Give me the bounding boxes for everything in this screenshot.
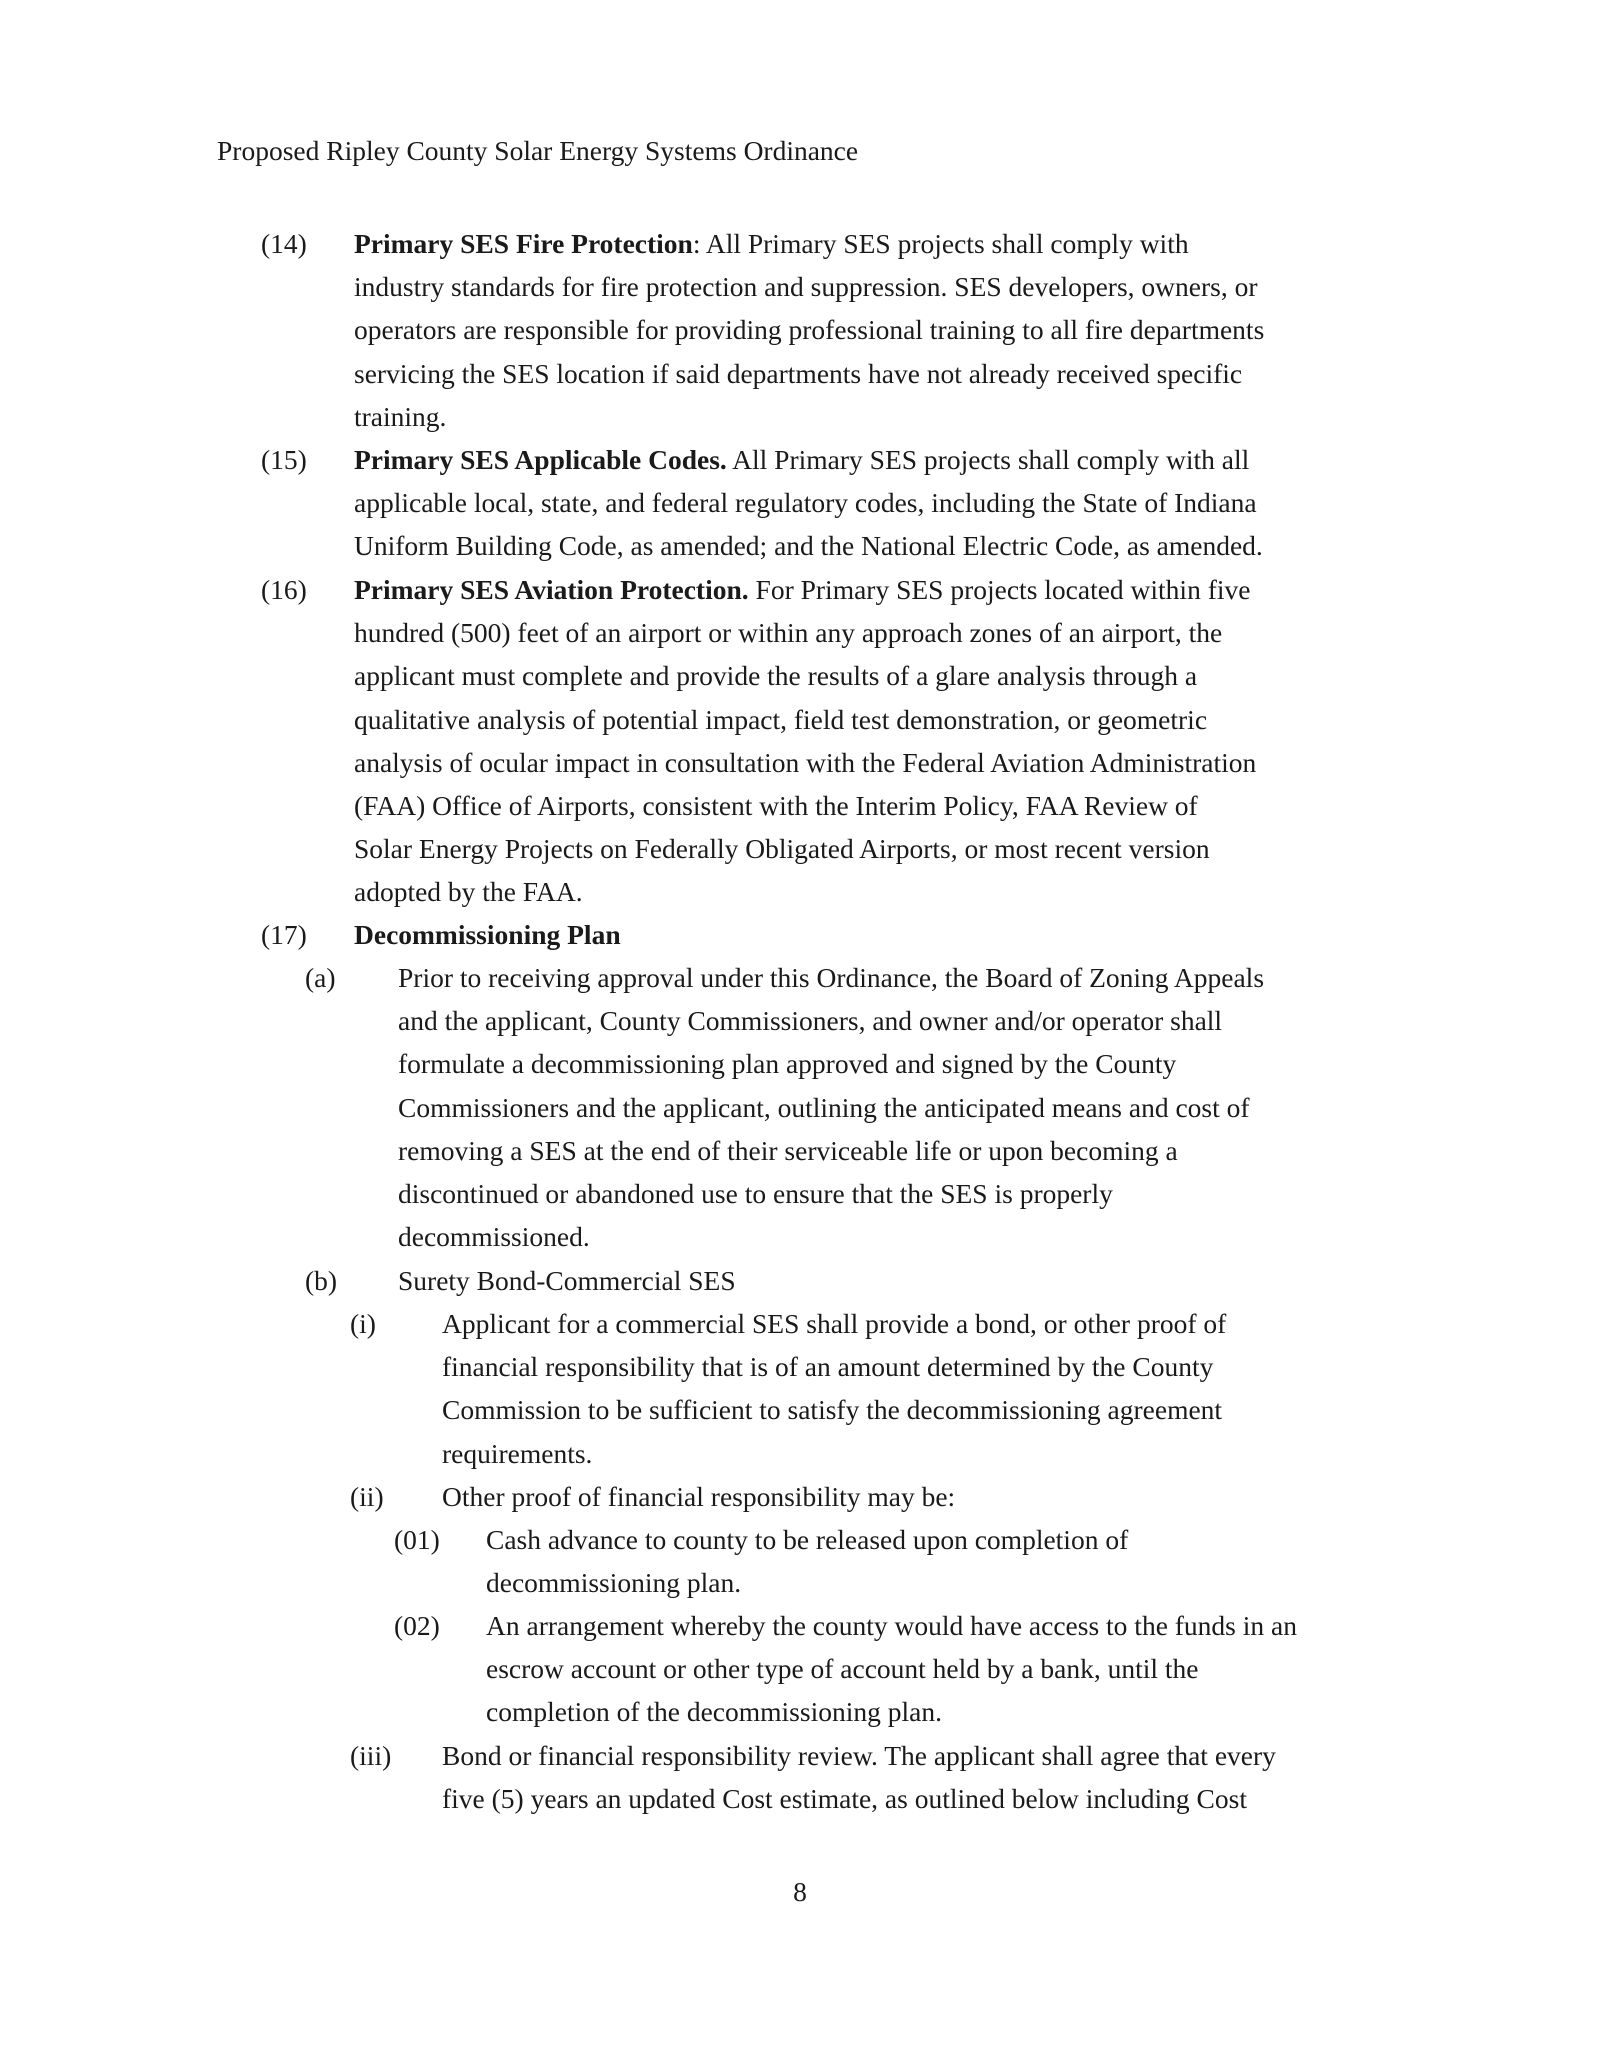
text-line: discontinued or abandoned use to ensure that the SES is properly bbox=[398, 1178, 1113, 1210]
text-line: For Primary SES projects located within five bbox=[748, 574, 1251, 605]
item-body bbox=[442, 1475, 955, 1518]
text-line: and the applicant, County Commissioners, and owner and/or operator shall bbox=[398, 1005, 1223, 1037]
text-line: training. bbox=[354, 400, 447, 432]
text-line: escrow account or other type of account held by a bank, until the bbox=[486, 1653, 1199, 1685]
section-heading: Primary SES Applicable Codes. bbox=[354, 444, 727, 475]
text-line: Applicant for a commercial SES shall provide a bond, or other proof of bbox=[442, 1308, 1227, 1339]
text-line: : All Primary SES projects shall comply with bbox=[692, 228, 1189, 259]
section-number: (17) bbox=[261, 919, 307, 950]
text-line: qualitative analysis of potential impact, field test demonstration, or geometric bbox=[354, 703, 1208, 735]
section-heading: Decommissioning Plan bbox=[354, 919, 621, 950]
text-line: Prior to receiving approval under this Ordinance, the Board of Zoning Appeals bbox=[398, 962, 1265, 993]
text-line: decommissioning plan. bbox=[486, 1567, 742, 1599]
text-line: analysis of ocular impact in consultation with the Federal Aviation Administration bbox=[354, 746, 1257, 778]
section-body bbox=[354, 438, 1263, 568]
subsection-number: (a) bbox=[305, 962, 336, 993]
item-body bbox=[442, 1734, 1276, 1820]
text-line: An arrangement whereby the county would have access to the funds in an bbox=[486, 1610, 1297, 1641]
subsection-body bbox=[398, 956, 1264, 1258]
section-body bbox=[354, 568, 1256, 914]
text-line: five (5) years an updated Cost estimate, as outlined below including Cost bbox=[442, 1783, 1247, 1815]
item-title: Other proof of financial responsibility may be: bbox=[442, 1481, 956, 1512]
section-number: (14) bbox=[261, 228, 307, 259]
text-line: decommissioned. bbox=[398, 1221, 590, 1253]
option-body bbox=[486, 1604, 1297, 1734]
subsection-body bbox=[398, 1259, 736, 1302]
text-line: Cash advance to county to be released upon completion of bbox=[486, 1524, 1129, 1555]
text-line: adopted by the FAA. bbox=[354, 876, 583, 908]
document-header: Proposed Ripley County Solar Energy Systems Ordinance bbox=[217, 135, 859, 166]
text-line: operators are responsible for providing professional training to all fire departments bbox=[354, 314, 1265, 346]
text-line: (FAA) Office of Airports, consistent with the Interim Policy, FAA Review of bbox=[354, 790, 1198, 822]
page-number: 8 bbox=[793, 1876, 807, 1907]
subsection-number: (b) bbox=[305, 1265, 338, 1296]
text-line: requirements. bbox=[442, 1437, 593, 1469]
option-number: (01) bbox=[394, 1524, 440, 1555]
item-number: (iii) bbox=[350, 1740, 392, 1771]
text-line: applicable local, state, and federal regulatory codes, including the State of Indiana bbox=[354, 487, 1257, 519]
text-line: formulate a decommissioning plan approved and signed by the County bbox=[398, 1048, 1177, 1080]
section-heading: Primary SES Aviation Protection. bbox=[354, 574, 749, 605]
item-body bbox=[442, 1302, 1226, 1475]
section-body bbox=[354, 913, 621, 956]
text-line: Uniform Building Code, as amended; and the National Electric Code, as amended. bbox=[354, 530, 1263, 562]
section-number: (15) bbox=[261, 444, 307, 475]
section-body bbox=[354, 222, 1264, 438]
text-line: hundred (500) feet of an airport or within any approach zones of an airport, the bbox=[354, 617, 1223, 649]
option-number: (02) bbox=[394, 1610, 440, 1641]
text-line: removing a SES at the end of their serviceable life or upon becoming a bbox=[398, 1134, 1178, 1166]
text-line: completion of the decommissioning plan. bbox=[486, 1696, 942, 1728]
text-line: applicant must complete and provide the results of a glare analysis through a bbox=[354, 660, 1198, 692]
text-line: Bond or financial responsibility review. The applicant shall agree that every bbox=[442, 1740, 1276, 1771]
subsection-title: Surety Bond-Commercial SES bbox=[398, 1265, 736, 1296]
text-line: Solar Energy Projects on Federally Obligated Airports, or most recent version bbox=[354, 833, 1210, 865]
text-line: servicing the SES location if said departments have not already received specific bbox=[354, 357, 1243, 389]
section-number: (16) bbox=[261, 574, 307, 605]
text-line: financial responsibility that is of an amount determined by the County bbox=[442, 1351, 1214, 1383]
item-number: (i) bbox=[350, 1308, 376, 1339]
text-line: Commission to be sufficient to satisfy the decommissioning agreement bbox=[442, 1394, 1223, 1426]
text-line: industry standards for fire protection and suppression. SES developers, owners, or bbox=[354, 271, 1258, 303]
text-line: Commissioners and the applicant, outlining the anticipated means and cost of bbox=[398, 1091, 1250, 1123]
text-line: All Primary SES projects shall comply with all bbox=[726, 444, 1250, 475]
section-heading: Primary SES Fire Protection bbox=[354, 228, 693, 259]
option-body bbox=[486, 1518, 1128, 1604]
item-number: (ii) bbox=[350, 1481, 384, 1512]
